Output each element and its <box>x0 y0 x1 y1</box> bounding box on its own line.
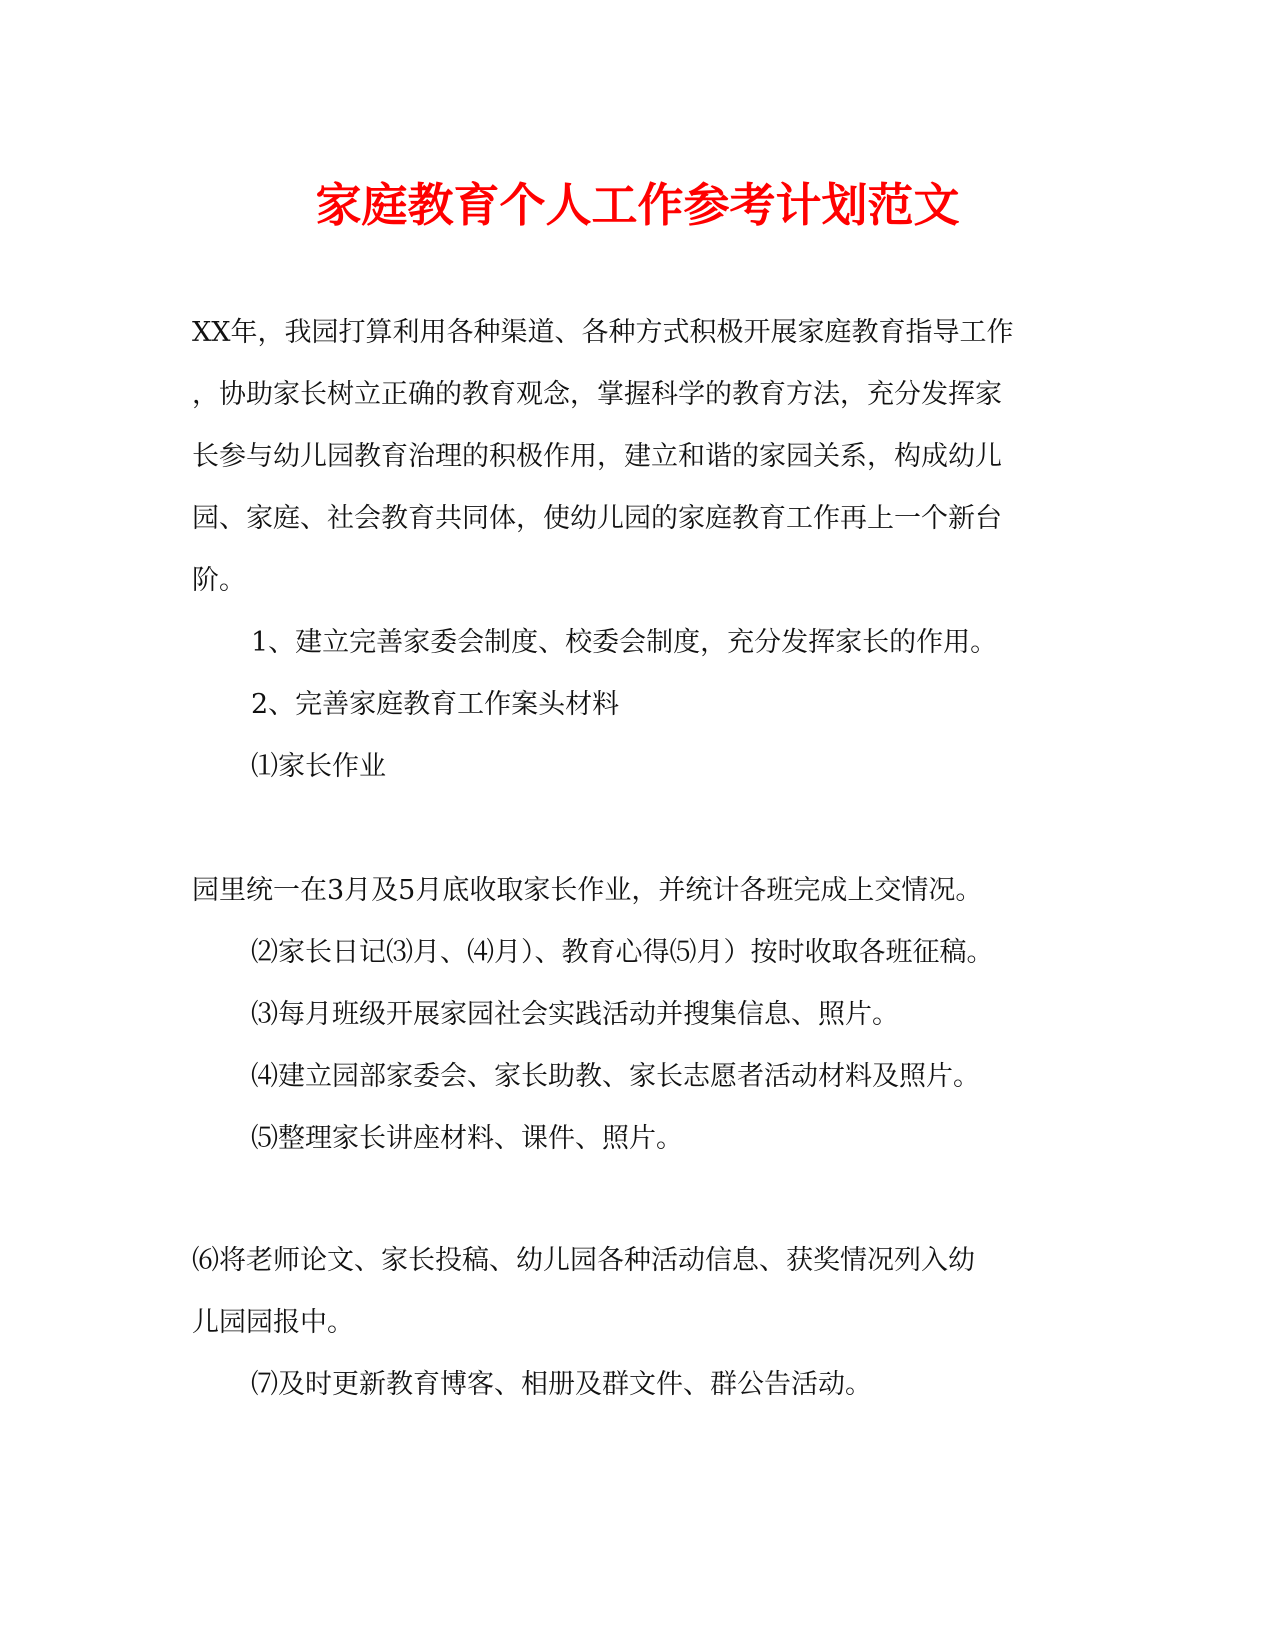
list-item-1: 1、建立完善家委会制度、校委会制度，充分发挥家长的作用。 <box>251 627 998 658</box>
sub-item-4: ⑷建立园部家委会、家长助教、家长志愿者活动材料及照片。 <box>251 1061 980 1092</box>
sub-item-2: ⑵家长日记⑶月、⑷月）、教育心得⑸月）按时收取各班征稿。 <box>251 937 994 968</box>
sub-item-5: ⑸整理家长讲座材料、课件、照片。 <box>251 1123 683 1154</box>
sub-item-6-line-2: 儿园园报中。 <box>192 1307 354 1338</box>
sub-item-1: ⑴家长作业 <box>251 751 386 782</box>
intro-line-4: 园、家庭、社会教育共同体，使幼儿园的家庭教育工作再上一个新台 <box>192 503 1002 534</box>
sub-item-1-detail: 园里统一在3月及5月底收取家长作业，并统计各班完成上交情况。 <box>192 875 983 906</box>
list-item-2: 2、完善家庭教育工作案头材料 <box>251 689 620 720</box>
sub-item-3: ⑶每月班级开展家园社会实践活动并搜集信息、照片。 <box>251 999 899 1030</box>
sub-item-7: ⑺及时更新教育博客、相册及群文件、群公告活动。 <box>251 1369 872 1400</box>
intro-line-3: 长参与幼儿园教育治理的积极作用，建立和谐的家园关系，构成幼儿 <box>192 441 1002 472</box>
intro-line-5: 阶。 <box>192 565 246 596</box>
document-title: 家庭教育个人工作参考计划范文 <box>315 178 960 232</box>
intro-line-1: XX年，我园打算利用各种渠道、各种方式积极开展家庭教育指导工作 <box>192 317 1014 348</box>
sub-item-6-line-1: ⑹将老师论文、家长投稿、幼儿园各种活动信息、获奖情况列入幼 <box>192 1245 975 1276</box>
intro-line-2: ，协助家长树立正确的教育观念，掌握科学的教育方法，充分发挥家 <box>192 379 1002 410</box>
